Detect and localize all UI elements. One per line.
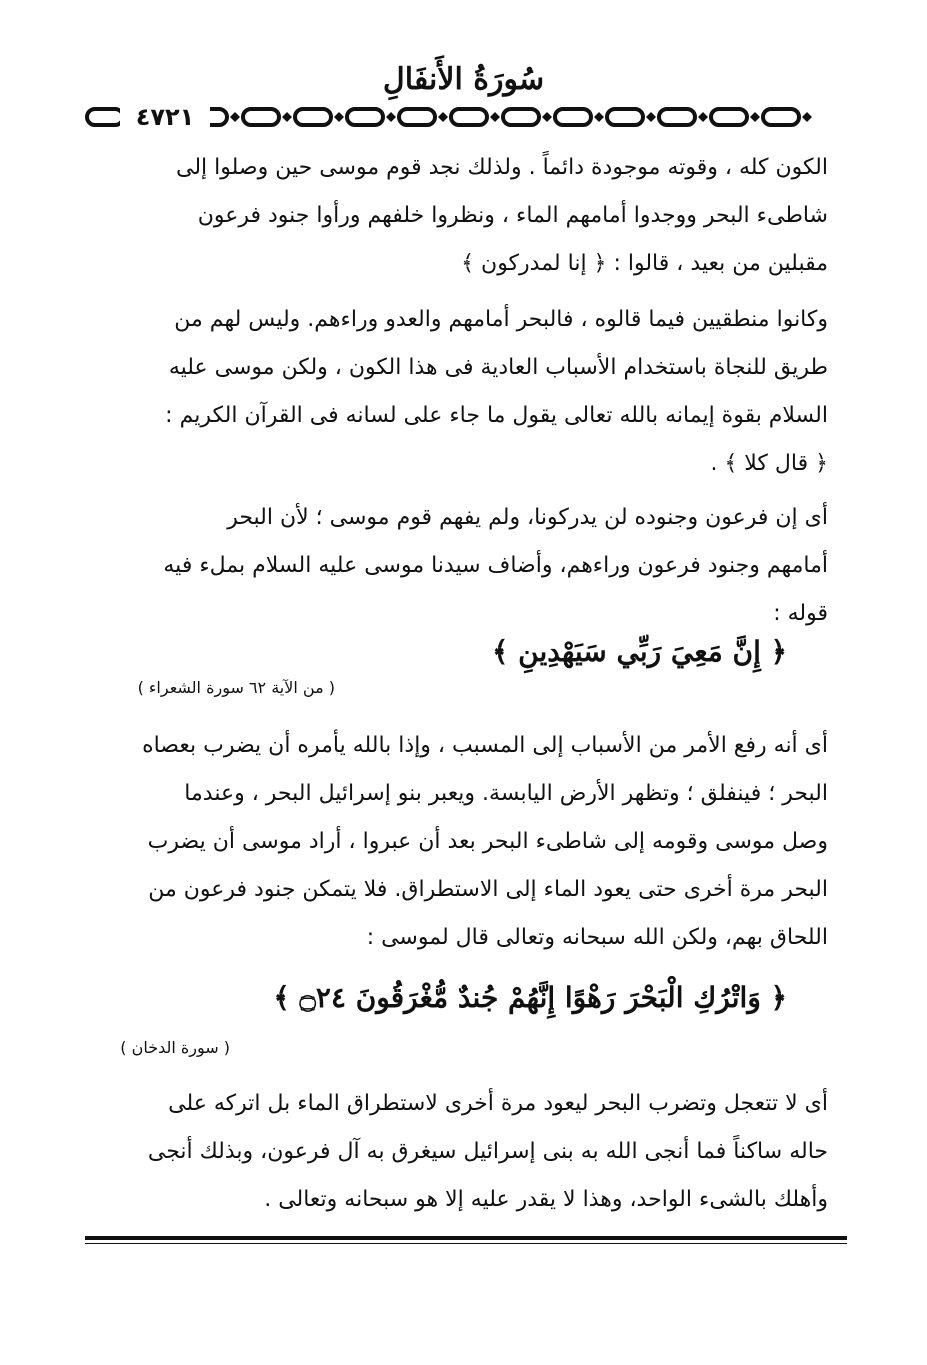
text-line: اللحاق بهم، ولكن الله سبحانه وتعالى قال لموسى : [366, 925, 828, 950]
chain-diamond [282, 112, 292, 122]
chain-link [399, 109, 435, 125]
chain-link [87, 109, 123, 125]
chain-link [659, 109, 695, 125]
text-line: ﴿ قال كلا ﴾ . [710, 451, 828, 476]
verse-source-2: ( سورة الدخان ) [120, 1038, 230, 1057]
text-line: أى أنه رفع الأمر من الأسباب إلى المسبب ، وإذا بالله يأمره أن يضرب بعصاه [142, 733, 828, 758]
paragraph-2 [108, 296, 828, 488]
text-line: وصل موسى وقومه إلى شاطىء البحر بعد أن عبروا ، أراد موسى أن يضرب [147, 829, 828, 854]
text-line: أمامهم وجنود فرعون وراءهم، وأضاف سيدنا موسى عليه السلام بملء فيه [163, 553, 828, 578]
chain-diamond [386, 112, 396, 122]
paragraph-3 [108, 494, 828, 638]
chain-diamond [698, 112, 708, 122]
verse-source-1: ( من الآية ٦٢ سورة الشعراء ) [137, 678, 335, 697]
text-line: البحر ؛ فينفلق ؛ وتظهر الأرض اليابسة. ويعبر بنو إسرائيل البحر ، وعندما [184, 781, 828, 806]
chain-diamond [594, 112, 604, 122]
text-line: حاله ساكناً فما أنجى الله به بنى إسرائيل سيغرق به آل فرعون، وبذلك أنجى [147, 1139, 828, 1164]
chain-link [451, 109, 487, 125]
text-line: وكانوا منطقيين فيما قالوه ، فالبحر أمامهم والعدو وراءهم. وليس لهم من [174, 307, 828, 332]
chain-diamond [542, 112, 552, 122]
chain-diamond [438, 112, 448, 122]
chain-link [347, 109, 383, 125]
chain-link [607, 109, 643, 125]
bottom-rule [85, 1236, 847, 1240]
page-title: سُورَةُ الأَنفَالِ [382, 62, 545, 97]
paragraph-1 [108, 144, 828, 288]
text-line: الكون كله ، وقوته موجودة دائماً . ولذلك نجد قوم موسى حين وصلوا إلى [176, 155, 828, 180]
quran-verse-2: ﴿ وَاتْرُكِ الْبَحْرَ رَهْوًا إِنَّهُمْ جُندٌ مُّغْرَقُونَ ۝٢٤ ﴾ [273, 981, 787, 1014]
text-line: البحر مرة أخرى حتى يعود الماء إلى الاستطراق. فلا يتمكن جنود فرعون من [148, 877, 828, 902]
text-line: طريق للنجاة باستخدام الأسباب العادية فى هذا الكون ، ولكن موسى عليه [168, 355, 828, 380]
chain-link [503, 109, 539, 125]
bottom-rule-thin [85, 1243, 847, 1244]
text-line: وأهلك بالشىء الواحد، وهذا لا يقدر عليه إلا هو سبحانه وتعالى . [264, 1187, 828, 1212]
paragraph-4 [108, 722, 828, 962]
paragraph-5 [108, 1080, 828, 1224]
text-line: السلام بقوة إيمانه بالله تعالى يقول ما جاء على لسانه فى القرآن الكريم : [165, 403, 828, 428]
chain-link [243, 109, 279, 125]
text-line: مقبلين من بعيد ، قالوا : ﴿ إنا لمدركون ﴾ [461, 251, 828, 276]
text-line: قوله : [773, 601, 828, 626]
chain-diamond [750, 112, 760, 122]
page-number: ٤٧٢١ [120, 100, 210, 134]
chain-diamond [334, 112, 344, 122]
text-line: أى إن فرعون وجنوده لن يدركونا، ولم يفهم قوم موسى ؛ لأن البحر [227, 505, 828, 530]
chain-link [763, 109, 799, 125]
chain-diamond [230, 112, 240, 122]
chain-link [295, 109, 331, 125]
text-line: شاطىء البحر ووجدوا أمامهم الماء ، ونظروا خلفهم ورأوا جنود فرعون [197, 203, 828, 228]
chain-diamond [646, 112, 656, 122]
quran-verse-1: ﴿ إِنَّ مَعِيَ رَبِّي سَيَهْدِينِ ﴾ [491, 635, 787, 668]
chain-link [711, 109, 747, 125]
text-line: أى لا تتعجل وتضرب البحر ليعود مرة أخرى لاستطراق الماء بل اتركه على [168, 1091, 828, 1116]
chain-link [555, 109, 591, 125]
chain-diamond [490, 112, 500, 122]
chain-diamond [802, 112, 812, 122]
